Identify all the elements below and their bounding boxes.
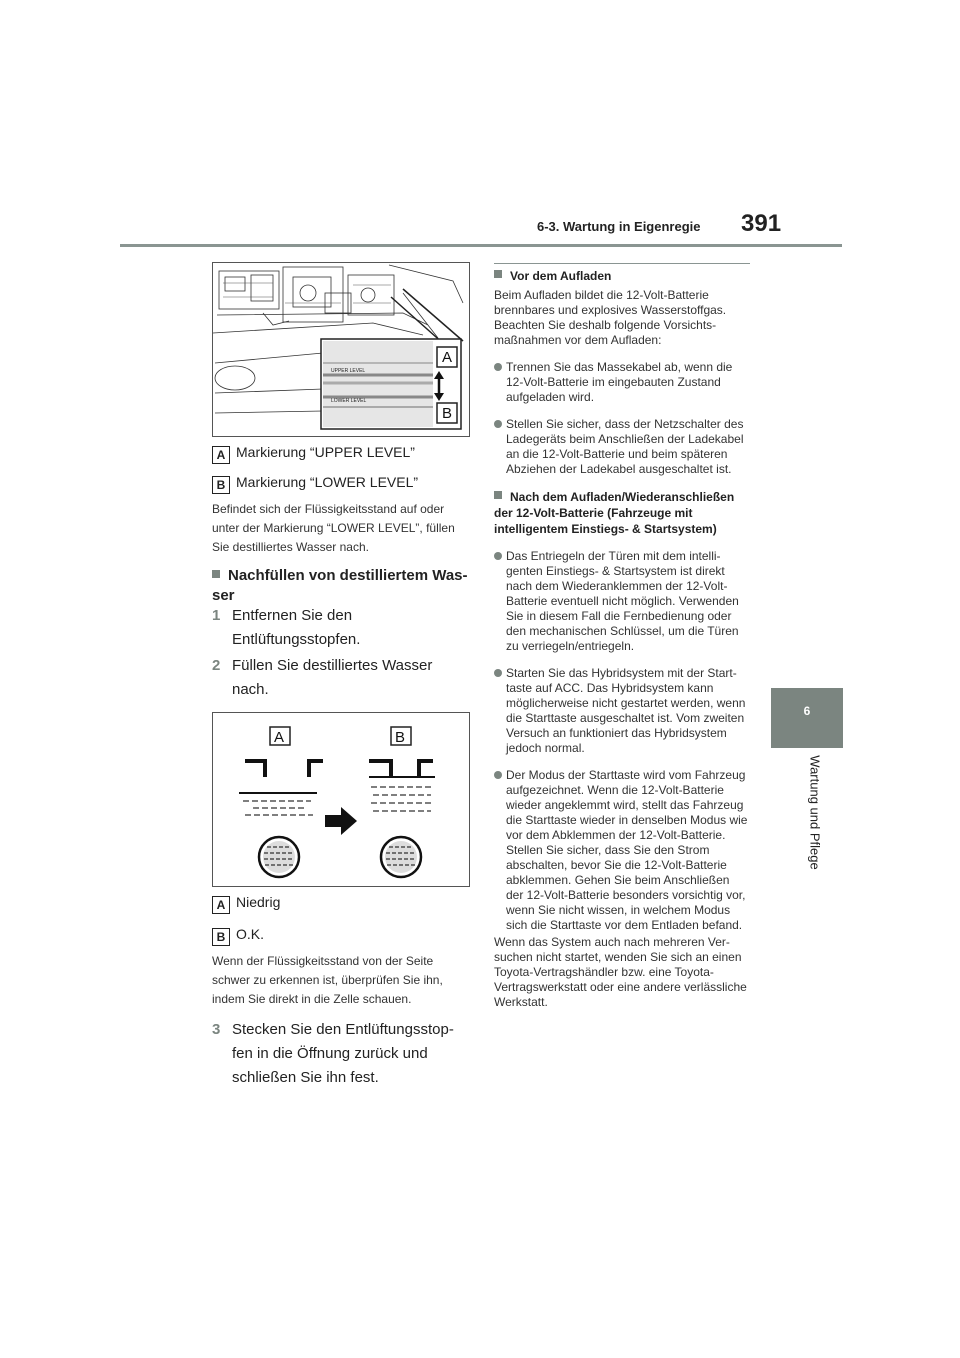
badge-a: A bbox=[212, 446, 230, 464]
caption-upper-level-text: Markierung “UPPER LEVEL” bbox=[236, 444, 415, 460]
step-text: Stecken Sie den Entlüftungsstopfen in die Öffnung zurück und schließen Sie ihn fest. bbox=[232, 1021, 454, 1086]
bullet-dot-icon bbox=[494, 771, 502, 779]
step-3 bbox=[212, 1018, 474, 1090]
callout-a: A bbox=[274, 729, 285, 746]
right-column-divider bbox=[494, 263, 750, 264]
lower-level-mark: LOWER LEVEL bbox=[331, 398, 367, 404]
caption-low-text: Niedrig bbox=[236, 894, 281, 910]
paragraph-contact-dealer: Wenn das System auch nach mehreren Versuchen nicht startet, wenden Sie sich an einen Toyota-Vertragshändler bzw. eine Toyota-Vertragswerkstatt oder eine andere verlässliche Werkstatt. bbox=[494, 935, 747, 1009]
bullet-item bbox=[494, 417, 750, 477]
step-text: Füllen Sie destilliertes Wasser nach. bbox=[232, 657, 433, 698]
caption-lower-level-text: Markierung “LOWER LEVEL” bbox=[236, 474, 419, 490]
page-number: 391 bbox=[741, 210, 782, 237]
square-bullet-icon bbox=[494, 491, 502, 499]
upper-level-mark: UPPER LEVEL bbox=[331, 368, 366, 374]
bullet-text: Stellen Sie sicher, dass der Netzschalter des Ladegeräts beim Anschließen der Ladekabel an die 12-Volt-Batterie und beim späteren Abziehen der Ladekabel ausgeschaltet ist. bbox=[506, 417, 744, 476]
caption-low bbox=[212, 894, 472, 914]
fluid-level-comparison-figure bbox=[212, 712, 470, 887]
bullet-dot-icon bbox=[494, 363, 502, 371]
callout-b: B bbox=[395, 729, 406, 746]
section-title: 6-3. Wartung in Eigenregie bbox=[537, 219, 701, 234]
heading-refill bbox=[212, 566, 474, 606]
bullet-item bbox=[494, 549, 750, 654]
engine-bay-illustration bbox=[213, 263, 469, 436]
step-2 bbox=[212, 654, 474, 702]
bullet-dot-icon bbox=[494, 420, 502, 428]
square-bullet-icon bbox=[212, 570, 220, 578]
paragraph-charging-warning: Beim Aufladen bildet die 12-Volt-Batterie brennbares und explosives Wasserstoffgas. Beachten Sie deshalb folgende Vorsichtsmaßnahmen vor dem Aufladen: bbox=[494, 288, 727, 347]
header-divider bbox=[120, 244, 842, 247]
caption-ok bbox=[212, 926, 472, 946]
fluid-level-illustration bbox=[213, 713, 469, 886]
heading-before-charging-text: Vor dem Aufladen bbox=[510, 269, 612, 283]
chapter-side-label-text: Wartung und Pflege bbox=[807, 755, 823, 870]
bullet-text: Starten Sie das Hybridsystem mit der Starttaste auf ACC. Das Hybridsystem kann möglicherweise nicht gestartet werden, wenn die Starttaste ausgeschaltet ist. Vom zweiten Versuch an funktioniert das Hybridsystem jedoch normal. bbox=[506, 666, 746, 755]
note-side-view: Wenn der Flüssigkeitsstand von der Seite schwer zu erkennen ist, überprüfen Sie ihn, indem Sie direkt in die Zelle schauen. bbox=[212, 954, 443, 1006]
battery-level-figure bbox=[212, 262, 470, 437]
bullet-item bbox=[494, 360, 750, 405]
bullet-dot-icon bbox=[494, 669, 502, 677]
chapter-tab: 6 bbox=[771, 688, 843, 748]
badge-a: A bbox=[212, 896, 230, 914]
note-level-check: Befindet sich der Flüssigkeitsstand auf oder unter der Markierung “LOWER LEVEL”, füllen Sie destilliertes Wasser nach. bbox=[212, 502, 455, 554]
right-column bbox=[494, 268, 750, 1010]
bullet-text: Trennen Sie das Massekabel ab, wenn die 12-Volt-Batterie im eingebauten Zustand aufgeladen wird. bbox=[506, 360, 733, 404]
caption-ok-text: O.K. bbox=[236, 926, 265, 942]
square-bullet-icon bbox=[494, 270, 502, 278]
bullet-text: Der Modus der Starttaste wird vom Fahrzeug aufgezeichnet. Wenn die 12-Volt-Batterie wieder angeklemmt wird, stellt das Fahrzeug die Starttaste wieder in denselben Modus wie vor dem Abklemmen der 12-Volt-Batterie. Stellen Sie sicher, dass Sie den Strom abschalten, bevor Sie die 12-Volt-Batterie abklemmen. Gehen Sie beim Anschließen der 12-Volt-Batterie besonders vorsichtig vor, wenn Sie nicht wissen, in welchem Modus sich die Starttaste vor dem Entladen befand. bbox=[506, 768, 748, 932]
step-1 bbox=[212, 604, 474, 652]
callout-a: A bbox=[442, 349, 453, 366]
bullet-text: Das Entriegeln der Türen mit dem intelligenten Einstiegs- & Startsystem ist direkt nach dem Wiederanklemmen der 12-Volt-Batterie eventuell nicht möglich. Verwenden Sie in diesem Fall die Fernbedienung oder den mechanischen Schlüssel, um die Türen zu verriegeln/entriegeln. bbox=[506, 549, 739, 653]
bullet-item bbox=[494, 768, 750, 933]
heading-before-charging bbox=[494, 268, 750, 284]
caption-lower-level bbox=[212, 474, 472, 494]
badge-b: B bbox=[212, 476, 230, 494]
step-number: 3 bbox=[212, 1021, 221, 1038]
badge-b: B bbox=[212, 928, 230, 946]
step-number: 1 bbox=[212, 607, 221, 624]
heading-after-charging-text: Nach dem Aufladen/Wiederanschließen der 12-Volt-Batterie (Fahrzeuge mit intelligentem Einstiegs- & Startsystem) bbox=[494, 490, 735, 536]
chapter-side-label bbox=[800, 755, 823, 875]
caption-upper-level bbox=[212, 444, 472, 464]
step-text: Entfernen Sie den Entlüftungsstopfen. bbox=[232, 607, 361, 648]
heading-after-charging bbox=[494, 489, 750, 537]
bullet-dot-icon bbox=[494, 552, 502, 560]
callout-b: B bbox=[442, 405, 453, 422]
step-number: 2 bbox=[212, 657, 221, 674]
heading-refill-text: Nachfüllen von destilliertem Wasser bbox=[212, 567, 468, 604]
bullet-item bbox=[494, 666, 750, 756]
